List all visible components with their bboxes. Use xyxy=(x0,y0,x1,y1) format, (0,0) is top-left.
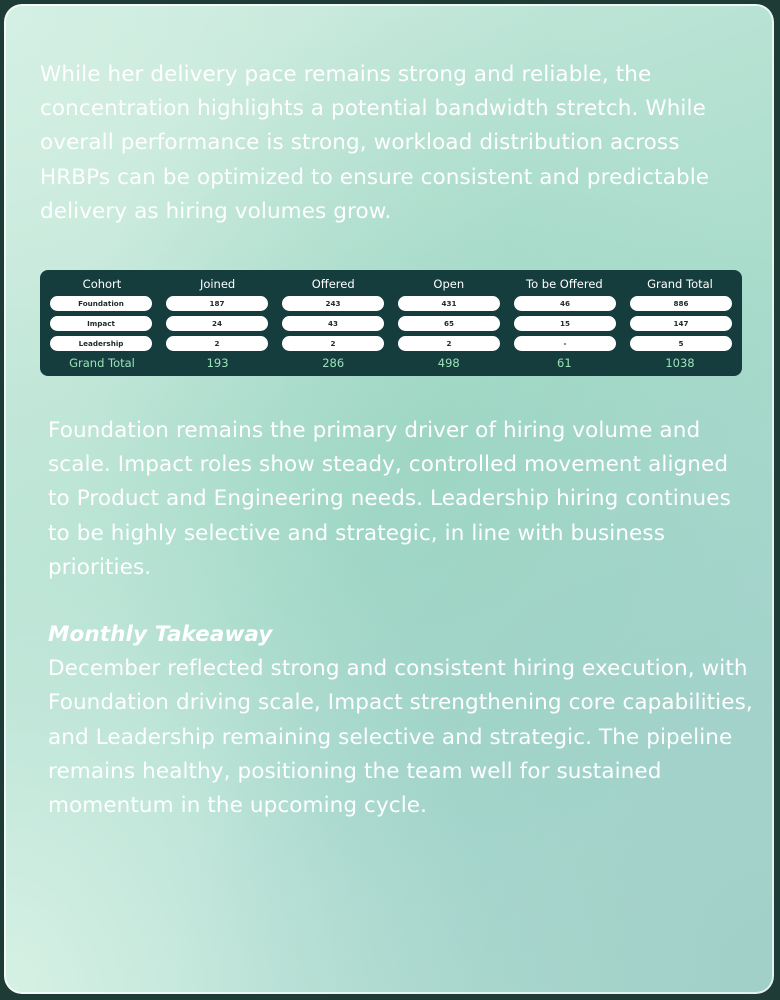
total-label: Grand Total xyxy=(69,356,135,370)
cell-to-be-offered: - xyxy=(514,336,616,351)
table-total-row xyxy=(50,355,732,371)
cell-grand-total: 5 xyxy=(630,336,732,351)
takeaway-heading: Monthly Takeaway xyxy=(48,622,273,647)
cell-to-be-offered: 15 xyxy=(514,316,616,331)
table-row xyxy=(50,296,732,311)
total-offered: 286 xyxy=(322,356,345,370)
cell-cohort: Impact xyxy=(50,316,152,331)
cell-offered: 243 xyxy=(282,296,384,311)
cell-grand-total: 886 xyxy=(630,296,732,311)
header-to-be-offered: To be Offered xyxy=(526,277,603,291)
header-joined: Joined xyxy=(199,277,236,291)
total-joined: 193 xyxy=(206,356,229,370)
cell-grand-total: 147 xyxy=(630,316,732,331)
takeaway-section xyxy=(48,618,768,823)
cell-offered: 2 xyxy=(282,336,384,351)
header-cohort: Cohort xyxy=(82,277,122,291)
intro-paragraph: While her delivery pace remains strong and reliable, the concentration highlights a potential bandwidth stretch. While overall performance is strong, workload distribution across HRBPs can be optimized to ensure consistent and predictable delivery as hiring volumes grow. xyxy=(40,62,710,224)
cell-cohort: Foundation xyxy=(50,296,152,311)
table-row xyxy=(50,336,732,351)
cell-open: 2 xyxy=(398,336,500,351)
total-to-be-offered: 61 xyxy=(557,356,572,370)
cell-open: 431 xyxy=(398,296,500,311)
table-header-row xyxy=(50,275,732,293)
header-offered: Offered xyxy=(311,277,355,291)
cell-open: 65 xyxy=(398,316,500,331)
header-open: Open xyxy=(433,277,465,291)
header-grand-total: Grand Total xyxy=(647,277,713,291)
total-open: 498 xyxy=(437,356,460,370)
cell-offered: 43 xyxy=(282,316,384,331)
cell-cohort: Leadership xyxy=(50,336,152,351)
cell-joined: 187 xyxy=(166,296,268,311)
report-card xyxy=(4,4,774,994)
table-row xyxy=(50,316,732,331)
total-grand-total: 1038 xyxy=(665,356,695,370)
cell-joined: 2 xyxy=(166,336,268,351)
cell-to-be-offered: 46 xyxy=(514,296,616,311)
cell-joined: 24 xyxy=(166,316,268,331)
hiring-summary-table xyxy=(40,270,742,376)
takeaway-paragraph: December reflected strong and consistent hiring execution, with Foundation driving scale, Impact strengthening core capabilities, and Leadership remaining selective and strategic. The pipeline remains healthy, positioning the team well for sustained momentum in the upcoming cycle. xyxy=(48,656,753,819)
summary-paragraph: Foundation remains the primary driver of hiring volume and scale. Impact roles show steady, controlled movement aligned to Product and Engineering needs. Leadership hiring continues to be highly selective and strategic, in line with business priorities. xyxy=(48,418,731,580)
